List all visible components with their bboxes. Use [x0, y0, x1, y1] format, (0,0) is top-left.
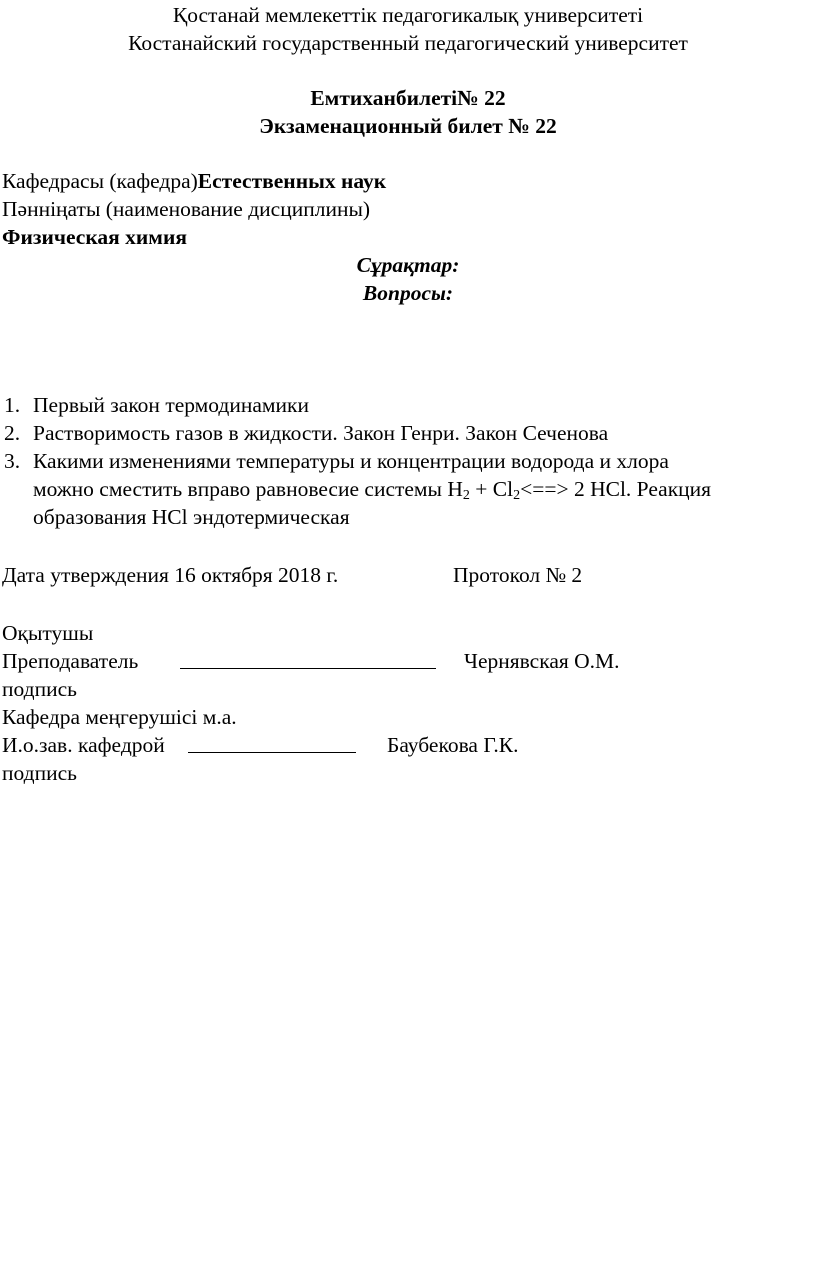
q3-sub-2: 2: [513, 488, 521, 503]
department-value: Естественных наук: [197, 169, 387, 193]
approval-date: Дата утверждения 16 октября 2018 г.: [2, 563, 339, 587]
discipline-label: Пәнніңаты (наименование дисциплины): [2, 197, 371, 221]
question-3-text-line1: Какими изменениями температуры и концентрации водорода и хлора: [33, 449, 669, 473]
questions-heading-kz: Сұрақтар:: [356, 253, 460, 277]
head-name: Баубекова Г.К.: [387, 733, 519, 757]
question-3-text-line3: образования HCl эндотермическая: [33, 505, 350, 529]
question-1-text: Первый закон термодинамики: [33, 393, 309, 417]
discipline-value: Физическая химия: [2, 225, 187, 249]
question-2-number: 2.: [4, 421, 21, 445]
head-label-kz: Кафедра меңгерушісі м.а.: [2, 705, 237, 729]
department-line: [2, 168, 386, 195]
teacher-signature-line: [180, 648, 436, 676]
question-1-number: 1.: [4, 393, 21, 417]
department-label: Кафедрасы (кафедра): [2, 169, 198, 193]
q3-part-b: + Cl: [469, 477, 514, 501]
q3-part-c: <==> 2 HCl. Реакция: [520, 477, 712, 501]
ticket-title-kz: Емтиханбилеті№ 22: [310, 86, 506, 110]
university-name-kz: Қостанай мемлекеттік педагогикалық университеті: [172, 3, 644, 27]
question-3-number: 3.: [4, 449, 21, 473]
q3-sub-1: 2: [462, 488, 470, 503]
protocol-number: Протокол № 2: [453, 563, 583, 587]
ticket-title-ru: Экзаменационный билет № 22: [259, 114, 557, 138]
question-3-text-line2: [33, 476, 711, 503]
university-name-ru: Костанайский государственный педагогический университет: [128, 31, 688, 55]
question-1: [2, 392, 802, 419]
teacher-label-ru: Преподаватель: [2, 649, 139, 673]
question-3: [2, 448, 802, 475]
head-sign-caption: подпись: [2, 761, 77, 785]
head-signature-line: [188, 732, 356, 760]
question-2: [2, 420, 802, 447]
head-label-ru: И.о.зав. кафедрой: [2, 733, 165, 757]
teacher-sign-caption: подпись: [2, 677, 77, 701]
teacher-label-kz: Оқытушы: [2, 621, 94, 645]
questions-heading-ru: Вопросы:: [362, 281, 454, 305]
question-2-text: Растворимость газов в жидкости. Закон Генри. Закон Сеченова: [33, 421, 609, 445]
q3-part-a: можно сместить вправо равновесие системы H: [33, 477, 463, 501]
teacher-name: Чернявская О.М.: [464, 649, 620, 673]
